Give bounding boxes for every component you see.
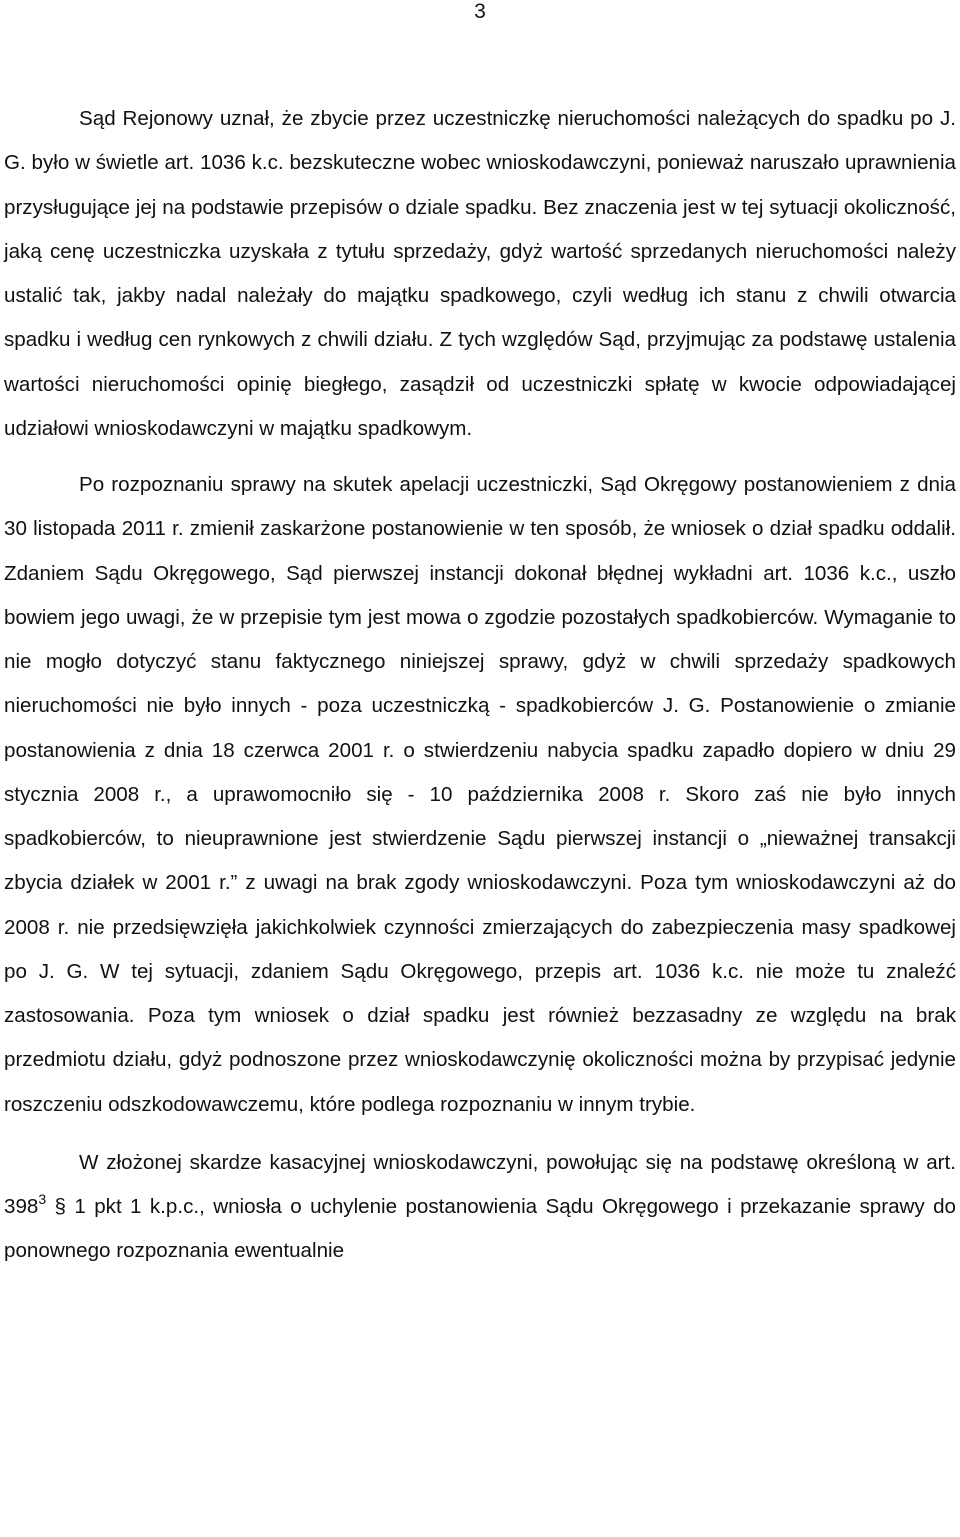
paragraph-3 <box>4 1141 956 1274</box>
page-number: 3 <box>474 0 486 23</box>
paragraph-1: Sąd Rejonowy uznał, że zbycie przez uczestniczkę nieruchomości należących do spadku po J. G. było w świetle art. 1036 k.c. bezskuteczne wobec wnioskodawczyni, ponieważ naruszało uprawnienia przysługujące jej na podstawie przepisów o dziale spadku. Bez znaczenia jest w tej sytuacji okoliczność, jaką cenę uczestniczka uzyskała z tytułu sprzedaży, gdyż wartość sprzedanych nieruchomości należy ustalić tak, jakby nadal należały do majątku spadkowego, czyli według ich stanu z chwili otwarcia spadku i według cen rynkowych z chwili działu. Z tych względów Sąd, przyjmując za podstawę ustalenia wartości nieruchomości opinię biegłego, zasądził od uczestniczki spłatę w kwocie odpowiadającej udziałowi wnioskodawczyni w majątku spadkowym. <box>4 107 956 440</box>
document-body <box>4 97 956 1274</box>
paragraph-3-text-end: § 1 pkt 1 k.p.c., wniosła o uchylenie postanowienia Sądu Okręgowego i przekazanie sprawy do ponownego rozpoznania ewentualnie <box>4 1195 956 1263</box>
paragraph-3-text-start: W złożonej skardze kasacyjnej wnioskodawczyni, powołując się na podstawę określoną w art. 398 <box>4 1150 956 1218</box>
paragraph-2: Po rozpoznaniu sprawy na skutek apelacji uczestniczki, Sąd Okręgowy postanowieniem z dnia 30 listopada 2011 r. zmienił zaskarżone postanowienie w ten sposób, że wniosek o dział spadku oddalił. Zdaniem Sądu Okręgowego, Sąd pierwszej instancji dokonał błędnej wykładni art. 1036 k.c., uszło bowiem jego uwagi, że w przepisie tym jest mowa o zgodzie pozostałych spadkobierców. Wymaganie to nie mogło dotyczyć stanu faktycznego niniejszej sprawy, gdyż w chwili sprzedaży spadkowych nieruchomości nie było innych - poza uczestniczką - spadkobierców J. G. Postanowienie o zmianie postanowienia z dnia 18 czerwca 2001 r. o stwierdzeniu nabycia spadku zapadło dopiero w dniu 29 stycznia 2008 r., a uprawomocniło się - 10 października 2008 r. Skoro zaś nie było innych spadkobierców, to nieuprawnione jest stwierdzenie Sądu pierwszej instancji o „nieważnej transakcji zbycia działek w 2001 r.” z uwagi na brak zgody wnioskodawczyni. Poza tym wnioskodawczyni aż do 2008 r. nie przedsięwzięła jakichkolwiek czynności zmierzających do zabezpieczenia masy spadkowej po J. G. W tej sytuacji, zdaniem Sądu Okręgowego, przepis art. 1036 k.c. nie może tu znaleźć zastosowania. Poza tym wniosek o dział spadku jest również bezzasadny ze względu na brak przedmiotu działu, gdyż podnoszone przez wnioskodawczynię okoliczności można by przypisać jedynie roszczeniu odszkodowawczemu, które podlega rozpoznaniu w innym trybie. <box>4 473 956 1116</box>
superscript-3: 3 <box>38 1191 47 1207</box>
